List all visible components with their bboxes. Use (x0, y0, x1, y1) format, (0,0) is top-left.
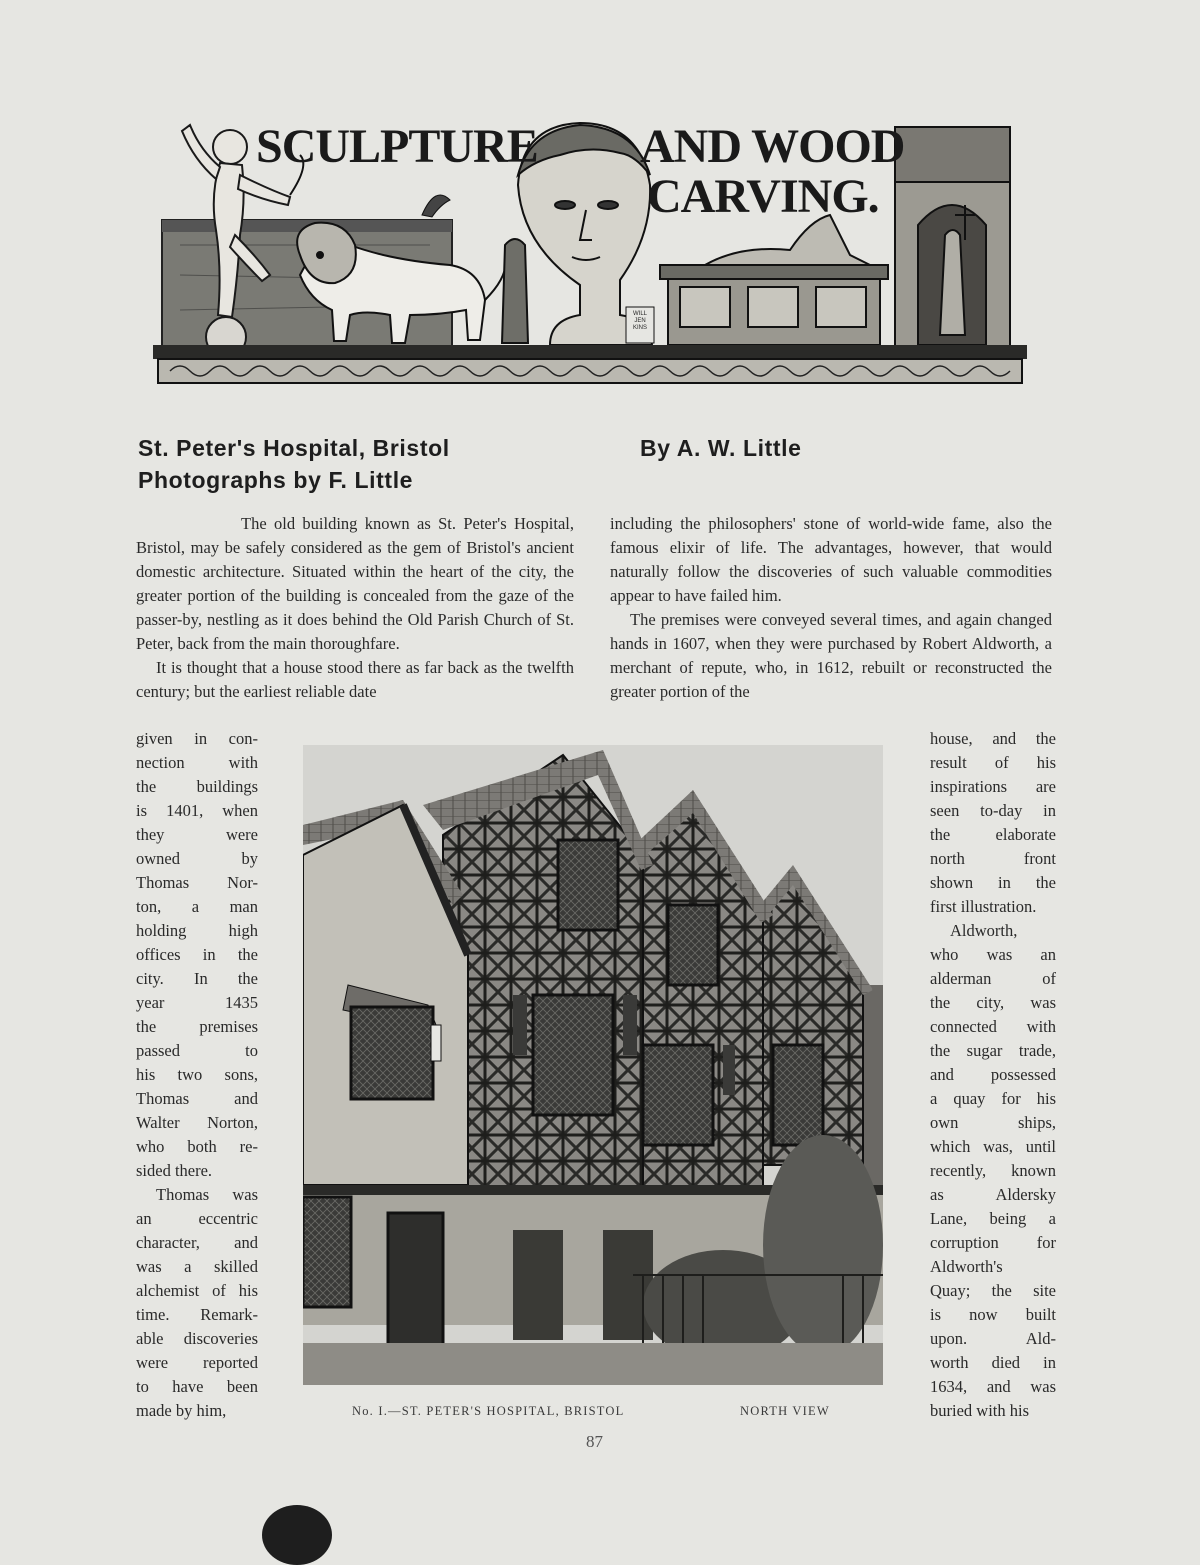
text-line: alderman of (930, 969, 1056, 988)
text-line: the sugar trade, (930, 1041, 1056, 1060)
text-line: the premises (136, 1017, 258, 1036)
text-line: Aldworth, (950, 921, 1018, 940)
text-line: city. In the (136, 969, 258, 988)
right-narrow-column (930, 727, 1056, 1423)
text-line: a quay for his (930, 1089, 1056, 1108)
text-line: were reported (136, 1353, 258, 1372)
text-line: who both re- (136, 1137, 258, 1156)
page-number: 87 (586, 1432, 603, 1451)
text-line: time. Remark- (136, 1305, 258, 1324)
text-line: an eccentric (136, 1209, 258, 1228)
photo-credit: Photographs by F. Little (138, 467, 414, 493)
text-line: first illustration. (930, 897, 1037, 916)
text-line: they were (136, 825, 258, 844)
building-photograph (303, 745, 883, 1385)
text-line: sided there. (136, 1161, 213, 1180)
text-line: alchemist of his (136, 1281, 258, 1300)
text-line: and possessed (930, 1065, 1056, 1084)
text-line: buried with his (930, 1401, 1029, 1420)
text-line: the city, was (930, 993, 1056, 1012)
text-line: his two sons, (136, 1065, 258, 1084)
text-line: house, and the (930, 729, 1056, 748)
right-column-top (610, 512, 1052, 704)
left-column-top (136, 512, 574, 704)
figure-caption-view: NORTH VIEW (740, 1404, 830, 1418)
text-line: character, and (136, 1233, 258, 1252)
text-line: the elaborate (930, 825, 1056, 844)
text-line: Thomas was (156, 1185, 258, 1204)
text-line: corruption for (930, 1233, 1056, 1252)
figure-caption: No. I.—ST. PETER'S HOSPITAL, BRISTOL (352, 1404, 625, 1418)
text-line: is now built (930, 1305, 1056, 1324)
text-line: holding high (136, 921, 258, 940)
text-line: year 1435 (136, 993, 258, 1012)
text-line: Lane, being a (930, 1209, 1056, 1228)
author-byline: By A. W. Little (640, 435, 802, 461)
paragraph-history: It is thought that a house stood there as far back as the twelfth century; but the earliest reliable date (136, 658, 574, 701)
text-line: was a skilled (136, 1257, 258, 1276)
paragraph-alchemy: including the philosophers' stone of world-wide fame, also the famous elixir of life. The advantages, however, that would naturally follow the discoveries of such valuable commodities appear to have failed him. (610, 514, 1052, 605)
text-line: Thomas and (136, 1089, 258, 1108)
text-line: offices in the (136, 945, 258, 964)
paragraph-aldworth: The premises were conveyed several times, and again changed hands in 1607, when they were purchased by Robert Aldworth, a merchant of repute, who, in 1612, rebuilt or reconstructed the greater portion of the (610, 610, 1052, 701)
figure-photo-st-peters-hospital (303, 745, 883, 1385)
text-line: Thomas Nor- (136, 873, 258, 892)
text-line: made by him, (136, 1401, 227, 1420)
text-line: who was an (930, 945, 1056, 964)
left-narrow-column (136, 727, 258, 1423)
paragraph-intro: The old building known as St. Peter's Hospital, Bristol, may be safely considered as the gem of Bristol's ancient domestic architecture. Situated within the heart of the city, the greater portion of the building is concealed from the gaze of the passer-by, nestling as it does behind the Old Parish Church of St. Peter, back from the main thoroughfare. (136, 514, 574, 653)
text-line: to have been (136, 1377, 258, 1396)
text-line: seen to-day in (930, 801, 1056, 820)
article-title: St. Peter's Hospital, Bristol (138, 435, 450, 461)
text-line: result of his (930, 753, 1056, 772)
text-line: 1634, and was (930, 1377, 1056, 1396)
text-line: shown in the (930, 873, 1056, 892)
text-line: passed to (136, 1041, 258, 1060)
text-line: which was, until (930, 1137, 1056, 1156)
text-line: upon. Ald- (930, 1329, 1056, 1348)
text-line: Walter Norton, (136, 1113, 258, 1132)
text-line: nection with (136, 753, 258, 772)
scan-thumb-mark (262, 1505, 332, 1565)
text-line: worth died in (930, 1353, 1056, 1372)
text-line: the buildings (136, 777, 258, 796)
text-line: inspirations are (930, 777, 1056, 796)
text-line: owned by (136, 849, 258, 868)
banner-title-carving: CARVING. (647, 170, 879, 223)
carved-wood-panel (895, 127, 1010, 347)
text-line: connected with (930, 1017, 1056, 1036)
text-line: Aldworth's (930, 1257, 1003, 1276)
text-line: ton, a man (136, 897, 258, 916)
banner-title-sculpture: SCULPTURE (256, 120, 538, 173)
header-banner-illustration (150, 105, 1030, 390)
banner-title-and-wood: AND WOOD (640, 120, 905, 173)
text-line: as Aldersky (930, 1185, 1056, 1204)
text-line: is 1401, when (136, 801, 258, 820)
text-line: north front (930, 849, 1056, 868)
text-line: given in con- (136, 729, 258, 748)
text-line: own ships, (930, 1113, 1056, 1132)
artist-signature: WILL JEN KINS (632, 311, 647, 331)
text-line: Quay; the site (930, 1281, 1056, 1300)
text-line: recently, known (930, 1161, 1056, 1180)
text-line: able discoveries (136, 1329, 258, 1348)
tomb-chest (660, 215, 888, 345)
